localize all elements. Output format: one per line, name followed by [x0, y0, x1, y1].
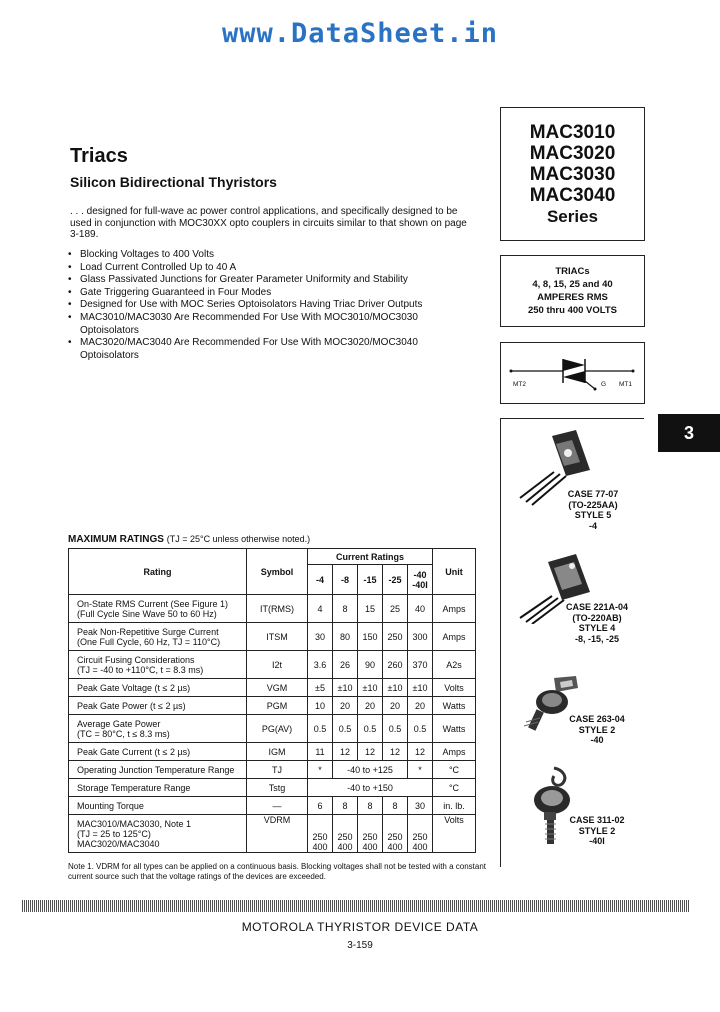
- header-col: -40 -40I: [408, 565, 433, 595]
- max-ratings-table: [68, 548, 476, 853]
- symbol-cell: VDRM: [247, 815, 308, 853]
- rating-summary-line: 250 thru 400 VOLTS: [527, 305, 618, 316]
- rating-text: MAC3010/MAC3030, Note 1: [77, 818, 192, 829]
- page-title: Triacs: [70, 145, 128, 167]
- value-text: 250: [337, 832, 353, 842]
- feature-list: [68, 249, 478, 362]
- rating-text: (TC = 80°C, t ≤ 8.3 ms): [77, 728, 170, 739]
- header-rating: Rating: [69, 549, 247, 595]
- rating-cell: [69, 623, 247, 651]
- rating-text: (TJ = 25 to 125°C): [77, 828, 151, 839]
- symbol-cell: VGM: [247, 679, 308, 697]
- value-cell: 12: [358, 743, 383, 761]
- intro-paragraph: . . . designed for full-wave ac power control applications, and specifically designed to be used in conjunction with MOC30XX opto couplers in circuits similar to that shown on page 3-189.: [70, 206, 467, 240]
- package-label-line: STYLE 2: [578, 825, 616, 836]
- footer-title: MOTOROLA THYRISTOR DEVICE DATA: [241, 920, 479, 934]
- feature-item: • Gate Triggering Guaranteed in Four Modes: [68, 287, 478, 300]
- header-current-ratings: Current Ratings: [308, 549, 433, 565]
- feature-item: • MAC3020/MAC3040 Are Recommended For Use With MOC3020/MOC3040 Optoisolators: [68, 337, 478, 362]
- package-label-line: -8, -15, -25: [574, 633, 620, 644]
- page-number: 3-159: [347, 940, 373, 951]
- package-label-line: STYLE 5: [574, 510, 612, 520]
- header-col: -25: [383, 565, 408, 595]
- value-cell: 260: [383, 651, 408, 679]
- package-label-line: -4: [588, 520, 597, 531]
- value-text: 400: [387, 842, 403, 852]
- symbol-cell: TJ: [247, 761, 308, 779]
- value-cell: ±10: [383, 679, 408, 697]
- value-text: 400: [412, 842, 428, 852]
- package-label: [552, 714, 642, 746]
- header-symbol: Symbol: [247, 549, 308, 595]
- value-cell: 90: [358, 651, 383, 679]
- package-label-line: CASE 263-04: [569, 714, 625, 724]
- value-cell: 8: [358, 797, 383, 815]
- value-cell: ±10: [333, 679, 358, 697]
- value-text: 250: [387, 832, 403, 842]
- header-unit: Unit: [433, 549, 476, 595]
- value-cell: 300: [408, 623, 433, 651]
- value-cell: ±5: [308, 679, 333, 697]
- header-col: -4: [308, 565, 333, 595]
- value-cell: 0.5: [333, 715, 358, 743]
- max-ratings-title: [68, 534, 310, 545]
- value-cell: 20: [408, 697, 433, 715]
- value-cell: *: [308, 761, 333, 779]
- unit-cell: Amps: [433, 743, 476, 761]
- part-number: MAC3030: [529, 164, 616, 185]
- value-cell: 8: [333, 595, 358, 623]
- value-cell: 11: [308, 743, 333, 761]
- rating-text: (TJ = -40 to +110°C, t = 8.3 ms): [77, 664, 204, 675]
- part-number: MAC3020: [529, 143, 616, 164]
- rating-text: MAC3020/MAC3040: [77, 838, 160, 849]
- package-label-line: (TO-220AB): [572, 612, 622, 623]
- value-cell: [358, 815, 383, 853]
- rating-cell: Storage Temperature Range: [69, 779, 247, 797]
- value-cell: *: [408, 761, 433, 779]
- table-row: [69, 797, 476, 815]
- rating-cell: Mounting Torque: [69, 797, 247, 815]
- unit-cell: Watts: [433, 715, 476, 743]
- footnote: Note 1. VDRM for all types can be applied on a continuous basis. Blocking voltages shall not be tested with a constant current source such that the voltage ratings of the devices are exceeded.: [68, 862, 487, 881]
- part-number: MAC3040: [529, 185, 616, 206]
- value-cell: 20: [383, 697, 408, 715]
- value-cell: -40 to +125: [333, 761, 408, 779]
- table-row: [69, 651, 476, 679]
- rating-cell: [69, 815, 247, 853]
- part-number-box: [500, 107, 645, 241]
- value-cell: 6: [308, 797, 333, 815]
- unit-cell: Watts: [433, 697, 476, 715]
- rating-cell: [69, 651, 247, 679]
- triac-symbol-icon: [501, 343, 644, 403]
- rating-text: (Full Cycle Sine Wave 50 to 60 Hz): [77, 608, 217, 619]
- feature-item: • Glass Passivated Junctions for Greater Parameter Uniformity and Stability: [68, 274, 478, 287]
- rating-cell: Peak Gate Power (t ≤ 2 µs): [69, 697, 247, 715]
- value-cell: 0.5: [308, 715, 333, 743]
- package-label: [552, 815, 642, 847]
- unit-cell: Volts: [433, 679, 476, 697]
- header-col: -15: [358, 565, 383, 595]
- table-row: [69, 761, 476, 779]
- package-label-line: CASE 77-07: [567, 489, 619, 499]
- package-label-line: CASE 221A-04: [565, 602, 629, 612]
- table-row: [69, 715, 476, 743]
- max-ratings-note: (TJ = 25°C unless otherwise noted.): [166, 534, 311, 544]
- value-text: 400: [362, 842, 378, 852]
- rating-summary-box: [500, 255, 645, 327]
- package-label-line: STYLE 4: [578, 623, 616, 633]
- value-cell: 20: [333, 697, 358, 715]
- rating-text: Average Gate Power: [77, 718, 161, 729]
- mt1-label: MT1: [619, 381, 632, 388]
- value-cell: 10: [308, 697, 333, 715]
- table-row: [69, 779, 476, 797]
- mt2-label: MT2: [513, 381, 526, 388]
- value-cell: 0.5: [408, 715, 433, 743]
- rating-cell: Peak Gate Current (t ≤ 2 µs): [69, 743, 247, 761]
- table-row: [69, 595, 476, 623]
- value-cell: [383, 815, 408, 853]
- unit-cell: °C: [433, 761, 476, 779]
- value-cell: 40: [408, 595, 433, 623]
- value-cell: 12: [408, 743, 433, 761]
- symbol-cell: I2t: [247, 651, 308, 679]
- package-label: [552, 602, 642, 644]
- value-cell: [308, 815, 333, 853]
- rating-cell: [69, 595, 247, 623]
- page-subtitle: Silicon Bidirectional Thyristors: [70, 174, 277, 190]
- triac-symbol-box: [500, 342, 645, 404]
- rating-cell: Peak Gate Voltage (t ≤ 2 µs): [69, 679, 247, 697]
- value-cell: 20: [358, 697, 383, 715]
- value-cell: 250: [383, 623, 408, 651]
- value-cell: 0.5: [358, 715, 383, 743]
- value-cell: 30: [308, 623, 333, 651]
- package-label-line: -40I: [589, 836, 605, 846]
- rating-cell: Operating Junction Temperature Range: [69, 761, 247, 779]
- feature-item: • Load Current Controlled Up to 40 A: [68, 262, 478, 275]
- rating-summary-line: TRIACs: [555, 266, 590, 277]
- max-ratings-heading: MAXIMUM RATINGS: [68, 534, 164, 545]
- package-label: [548, 489, 638, 531]
- table-row: [69, 743, 476, 761]
- value-cell: 12: [333, 743, 358, 761]
- value-cell: 150: [358, 623, 383, 651]
- unit-cell: A2s: [433, 651, 476, 679]
- unit-cell: °C: [433, 779, 476, 797]
- rating-text: Circuit Fusing Considerations: [77, 654, 195, 665]
- rating-summary-line: AMPERES RMS: [537, 292, 608, 303]
- value-cell: 12: [383, 743, 408, 761]
- section-tab: 3: [658, 414, 720, 452]
- value-cell: 370: [408, 651, 433, 679]
- value-cell: 0.5: [383, 715, 408, 743]
- value-text: 400: [337, 842, 353, 852]
- symbol-cell: PG(AV): [247, 715, 308, 743]
- scan-noise-bar: [22, 900, 690, 912]
- symbol-cell: IT(RMS): [247, 595, 308, 623]
- table-row: [69, 623, 476, 651]
- feature-item: • Designed for Use with MOC Series Optoisolators Having Triac Driver Outputs: [68, 299, 478, 312]
- rating-text: On-State RMS Current (See Figure 1): [77, 598, 229, 609]
- unit-cell: Amps: [433, 595, 476, 623]
- rating-text: Peak Non-Repetitive Surge Current: [77, 626, 219, 637]
- value-cell: [333, 815, 358, 853]
- value-cell: ±10: [408, 679, 433, 697]
- rating-summary-line: 4, 8, 15, 25 and 40: [532, 279, 613, 290]
- table-row: [69, 815, 476, 853]
- rating-text: (One Full Cycle, 60 Hz, TJ = 110°C): [77, 636, 221, 647]
- package-label-line: -40: [590, 735, 604, 745]
- watermark-text: www.DataSheet.in: [221, 18, 499, 49]
- value-cell: [408, 815, 433, 853]
- unit-cell: Volts: [433, 815, 476, 853]
- symbol-cell: PGM: [247, 697, 308, 715]
- value-cell: 30: [408, 797, 433, 815]
- gate-label: G: [601, 381, 607, 388]
- symbol-cell: IGM: [247, 743, 308, 761]
- table-row: [69, 679, 476, 697]
- package-label-line: STYLE 2: [578, 724, 616, 735]
- value-cell: 80: [333, 623, 358, 651]
- value-cell: 3.6: [308, 651, 333, 679]
- rating-cell: [69, 715, 247, 743]
- value-text: 250: [412, 832, 428, 842]
- value-cell: 8: [383, 797, 408, 815]
- value-cell: 15: [358, 595, 383, 623]
- value-cell: -40 to +150: [308, 779, 433, 797]
- feature-item: • Blocking Voltages to 400 Volts: [68, 249, 478, 262]
- value-cell: 25: [383, 595, 408, 623]
- part-number: MAC3010: [529, 122, 616, 143]
- feature-item: • MAC3010/MAC3030 Are Recommended For Use With MOC3010/MOC3030 Optoisolators: [68, 312, 478, 337]
- value-cell: 4: [308, 595, 333, 623]
- header-col: -8: [333, 565, 358, 595]
- value-text: 400: [312, 842, 328, 852]
- value-cell: 26: [333, 651, 358, 679]
- symbol-cell: —: [247, 797, 308, 815]
- value-cell: ±10: [358, 679, 383, 697]
- series-label: Series: [546, 207, 599, 226]
- table-row: [69, 697, 476, 715]
- package-label-line: (TO-225AA): [568, 499, 618, 510]
- value-text: 250: [312, 832, 328, 842]
- unit-cell: Amps: [433, 623, 476, 651]
- package-label-line: CASE 311-02: [569, 815, 625, 825]
- symbol-cell: ITSM: [247, 623, 308, 651]
- unit-cell: in. lb.: [433, 797, 476, 815]
- symbol-cell: Tstg: [247, 779, 308, 797]
- value-text: 250: [362, 832, 378, 842]
- value-cell: 8: [333, 797, 358, 815]
